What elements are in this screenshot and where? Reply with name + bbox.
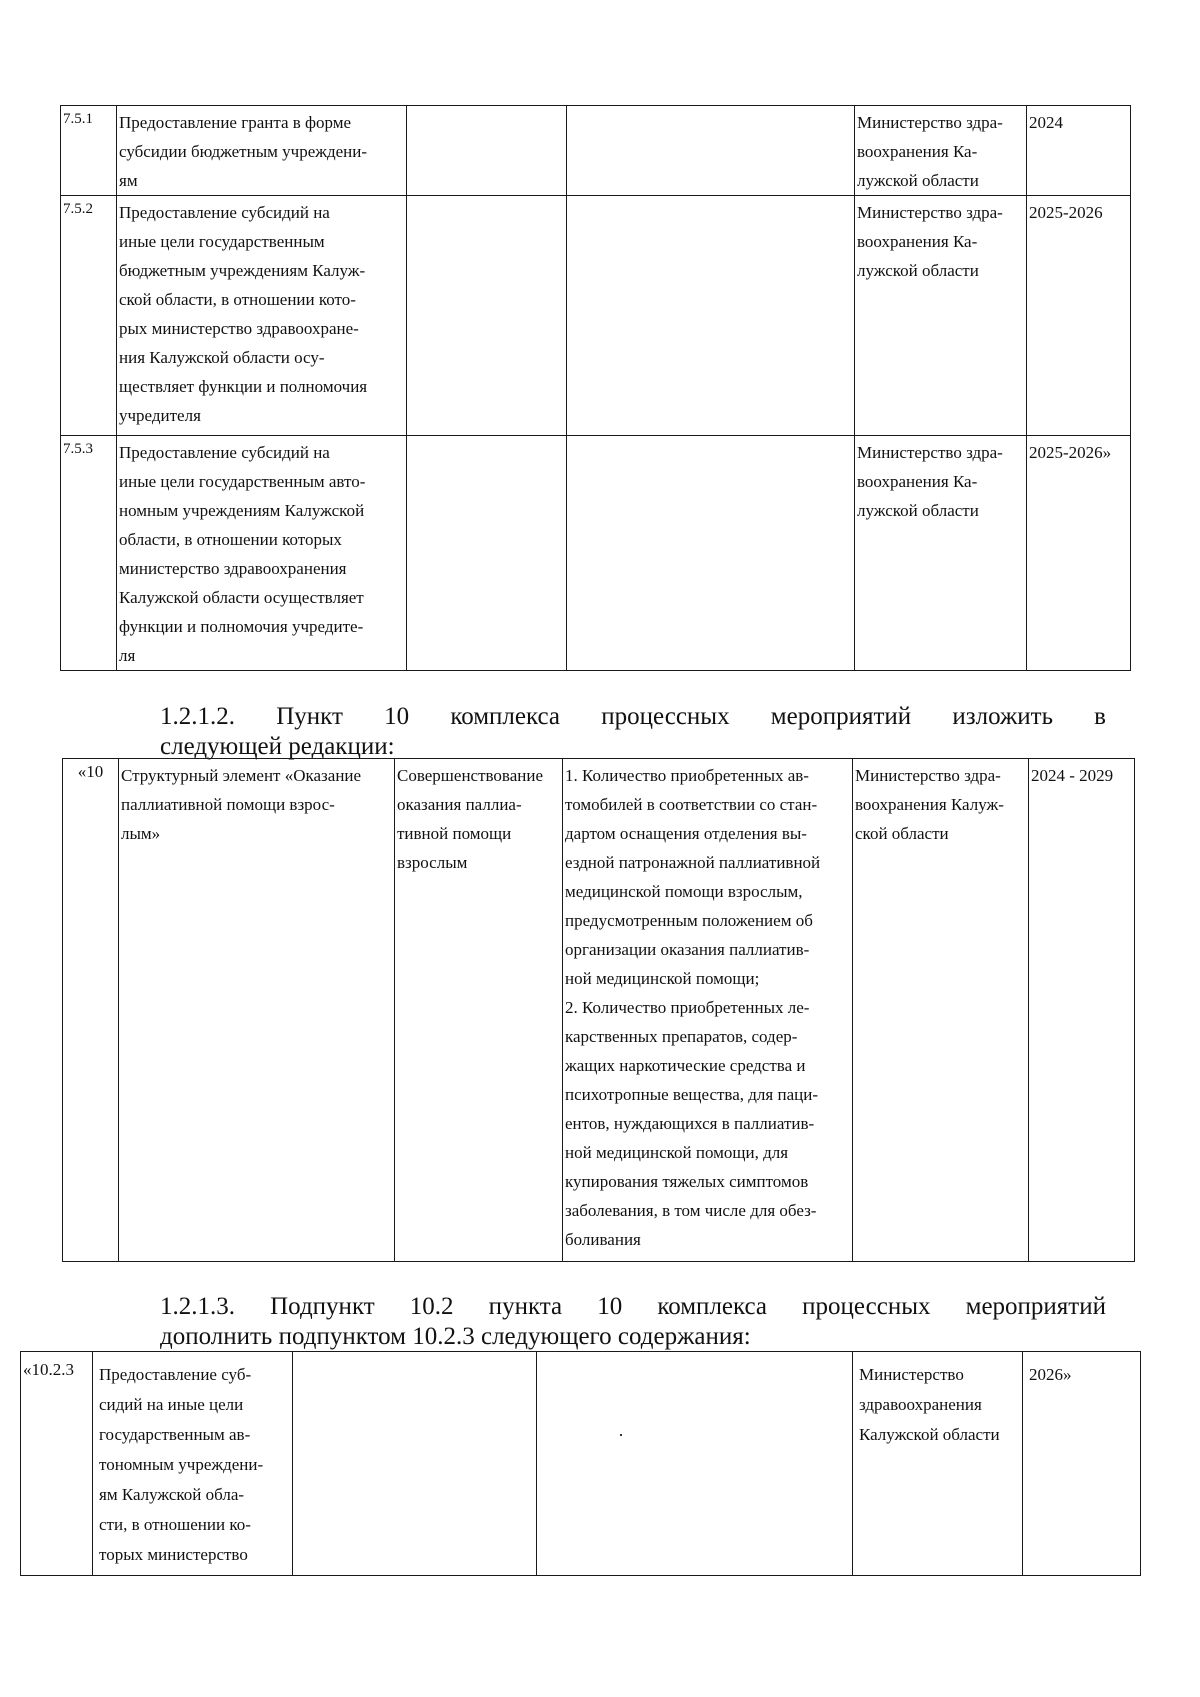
- paragraph-1-2-1-2: [160, 702, 1106, 762]
- implementation-period: 2026»: [1023, 1352, 1141, 1576]
- row-number: 7.5.2: [61, 196, 117, 436]
- task-cell: Совершенствование оказания паллиа- тивной помощи взрослым: [395, 759, 563, 1262]
- paragraph-line: 1.2.1.2. Пункт 10 комплекса процессных мероприятий изложить в: [160, 703, 1106, 730]
- empty-cell: [407, 196, 567, 436]
- measure-name: Предоставление субсидий на иные цели государственным авто- номным учреждениям Калужской области, в отношении которых министерство здравоохранения Калужской области осуществляет функции и полномочия учредите- ля: [117, 436, 407, 671]
- scan-speck: [620, 1434, 622, 1436]
- results-cell: 1. Количество приобретенных ав- томобилей в соответствии со стан- дартом оснащения отделения вы- ездной патронажной паллиативной медицинской помощи взрослым, предусмотренным положением об организации оказания паллиатив- ной медицинской помощи; 2. Количество приобретенных ле- карственных препаратов, содер- жащих наркотические средства и психотропные вещества, для паци- ентов, нуждающихся в паллиатив- ной медицинской помощи, для купирования тяжелых симптомов заболевания, в том числе для обез- боливания: [563, 759, 853, 1262]
- structural-element-name: Структурный элемент «Оказание паллиативной помощи взрос- лым»: [119, 759, 395, 1262]
- responsible-body: Министерство здравоохранения Калужской области: [853, 1352, 1023, 1576]
- table-subsidies-7-5: [60, 105, 1131, 671]
- empty-cell: [407, 106, 567, 196]
- implementation-period: 2024: [1027, 106, 1131, 196]
- empty-cell: [567, 196, 855, 436]
- row-number: «10.2.3: [21, 1352, 93, 1576]
- table-row: [61, 196, 1131, 436]
- paragraph-line: дополнить подпунктом 10.2.3 следующего содержания:: [160, 1323, 751, 1350]
- row-number: 7.5.3: [61, 436, 117, 671]
- table-row: [63, 759, 1135, 1262]
- row-number: «10: [63, 759, 119, 1262]
- implementation-period: 2025-2026: [1027, 196, 1131, 436]
- empty-cell: [567, 436, 855, 671]
- row-number: 7.5.1: [61, 106, 117, 196]
- paragraph-line: 1.2.1.3. Подпункт 10.2 пункта 10 комплекса процессных мероприятий: [160, 1293, 1106, 1320]
- table-subitem-10-2-3: [20, 1351, 1141, 1576]
- table-row: [21, 1352, 1141, 1576]
- responsible-body: Министерство здра- воохранения Ка- лужской области: [855, 196, 1027, 436]
- responsible-body: Министерство здра- воохранения Ка- лужской области: [855, 106, 1027, 196]
- measure-name: Предоставление гранта в форме субсидии бюджетным учреждени- ям: [117, 106, 407, 196]
- paragraph-line: следующей редакции:: [160, 733, 395, 760]
- table-item-10: [62, 758, 1135, 1262]
- paragraph-1-2-1-3: [160, 1292, 1106, 1352]
- empty-cell: [293, 1352, 537, 1576]
- empty-cell: [407, 436, 567, 671]
- empty-cell: [537, 1352, 853, 1576]
- responsible-body: Министерство здра- воохранения Калуж- ской области: [853, 759, 1029, 1262]
- implementation-period: 2024 - 2029: [1029, 759, 1135, 1262]
- measure-name: Предоставление субсидий на иные цели государственным бюджетным учреждениям Калуж- ской области, в отношении кото- рых министерство здравоохране- ния Калужской области осу- ществляет функции и полномочия учредителя: [117, 196, 407, 436]
- implementation-period: 2025-2026»: [1027, 436, 1131, 671]
- table-row: [61, 436, 1131, 671]
- responsible-body: Министерство здра- воохранения Ка- лужской области: [855, 436, 1027, 671]
- empty-cell: [567, 106, 855, 196]
- measure-name: Предоставление суб- сидий на иные цели государственным ав- тономным учреждени- ям Калужской обла- сти, в отношении ко- торых министерство: [93, 1352, 293, 1576]
- table-row: [61, 106, 1131, 196]
